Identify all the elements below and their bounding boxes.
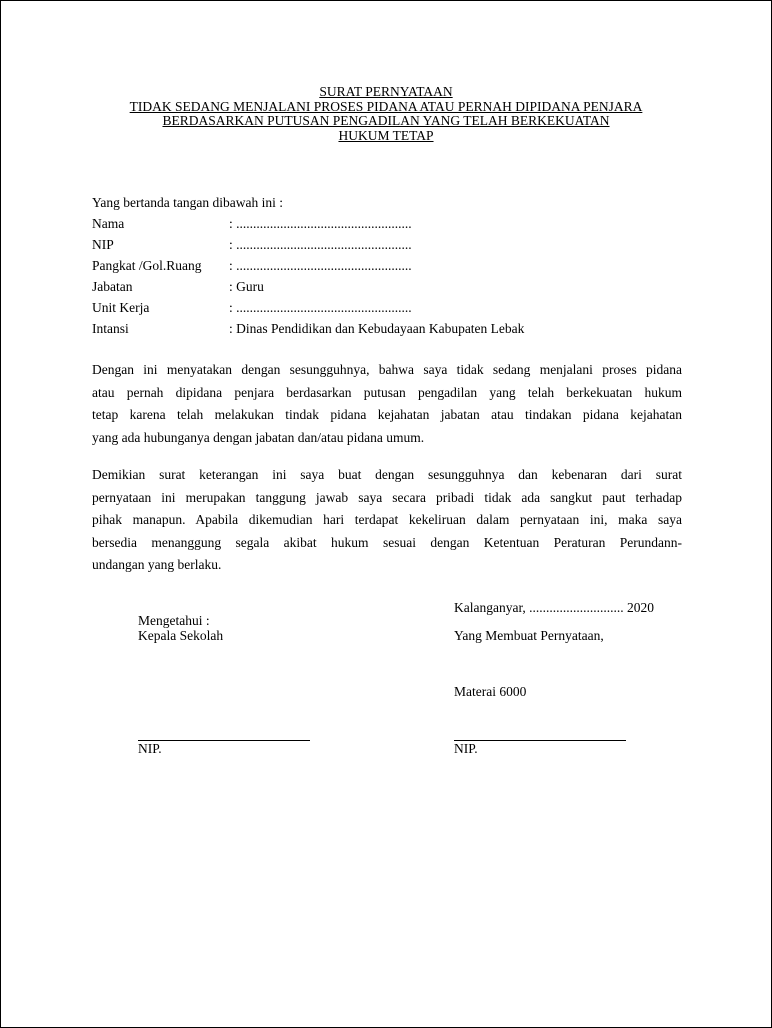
field-value: : .................................................... (229, 237, 412, 252)
materai-label: Materai 6000 (454, 684, 527, 699)
left-signature-line (138, 740, 310, 741)
field-label: Intansi (92, 321, 129, 336)
field-value: : .................................................... (229, 258, 412, 273)
paragraph-line: atau pernah dipidana penjara berdasarkan putusan pengadilan yang telah berkekuatan hukum (92, 384, 682, 400)
closing-paragraph (92, 464, 682, 577)
title-line-3: BERDASARKAN PUTUSAN PENGADILAN YANG TELAH BERKEKUATAN (162, 113, 610, 128)
field-value: : Guru (229, 279, 264, 294)
field-label: Unit Kerja (92, 300, 150, 315)
paragraph-line: undangan yang berlaku. (92, 557, 222, 572)
paragraph-line: bersedia menanggung segala akibat hukum sesuai dengan Ketentuan Peraturan Perundann- (92, 534, 682, 550)
title-line-1: SURAT PERNYATAAN (319, 84, 453, 99)
left-nip: NIP. (138, 741, 162, 756)
field-value: : Dinas Pendidikan dan Kebudayaan Kabupaten Lebak (229, 321, 525, 336)
right-signature-line (454, 740, 626, 741)
paragraph-line: yang ada hubunganya dengan jabatan dan/atau pidana umum. (92, 429, 425, 445)
place-date: Kalanganyar, ............................ 2020 (454, 600, 655, 615)
declarant-label: Yang Membuat Pernyataan, (454, 628, 604, 643)
title-line-4: HUKUM TETAP (338, 127, 434, 143)
paragraph-line: pihak manapun. Apabila dikemudian hari terdapat kekeliruan dalam pernyataan ini, maka saya (92, 512, 682, 527)
field-value: : .................................................... (229, 216, 412, 231)
intro-text: Yang bertanda tangan dibawah ini : (92, 195, 283, 210)
paragraph-line: tetap karena telah melakukan tindak pidana kejahatan jabatan atau tindakan pidana kejahatan (92, 407, 682, 422)
document-title (1, 85, 771, 143)
statement-paragraph (92, 359, 682, 449)
paragraph-line: Demikian surat keterangan ini saya buat dengan sesungguhnya dan kebenaran dari surat (92, 467, 682, 482)
principal-label: Kepala Sekolah (138, 628, 224, 643)
right-nip: NIP. (454, 741, 478, 756)
field-label: Nama (92, 216, 125, 231)
paragraph-line: Dengan ini menyatakan dengan sesungguhnya, bahwa saya tidak sedang menjalani proses pidana (92, 362, 682, 377)
title-line-2: TIDAK SEDANG MENJALANI PROSES PIDANA ATAU PERNAH DIPIDANA PENJARA (129, 98, 643, 114)
acknowledged-label: Mengetahui : (138, 613, 210, 628)
field-value: : .................................................... (229, 300, 412, 315)
field-label: NIP (92, 237, 114, 252)
field-label: Pangkat /Gol.Ruang (92, 258, 202, 273)
field-label: Jabatan (92, 279, 133, 294)
paragraph-line: pernyataan ini merupakan tanggung jawab saya secara pribadi tidak ada sangkut paut terhadap (92, 489, 682, 505)
